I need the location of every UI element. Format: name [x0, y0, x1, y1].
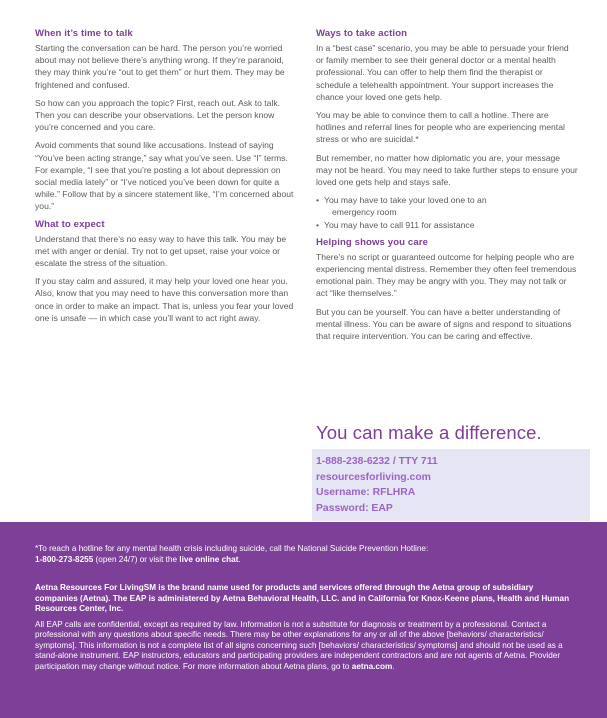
care-paragraph-2: But you can be yourself. You can have a better understanding of mental illness. You can be aware of signs and respond to situations that require intervention. You can be caring and effective.: [316, 306, 572, 342]
make-difference-tagline: You can make a difference.: [316, 422, 542, 443]
talk-section: [35, 28, 297, 213]
list-item: [316, 194, 578, 218]
aetna-link[interactable]: aetna.com: [351, 661, 393, 671]
left-column: [35, 28, 297, 330]
expect-heading: What to expect: [35, 218, 105, 230]
hotline-text: *To reach a hotline for any mental health crisis including suicide, call the National Suicide Prevention Hotline:: [35, 544, 429, 553]
talk-paragraph-1: Starting the conversation can be hard. The person you’re worried about may not believe there’s anything wrong. If they’re paranoid, they may think you’re “out to get them” or hurt them. They may be frightened and confused.: [35, 43, 285, 90]
footer: [0, 522, 607, 718]
list-item: [316, 219, 578, 231]
legal-period: .: [392, 661, 395, 671]
hotline-number[interactable]: 1-800-273-8255: [35, 554, 94, 564]
legal-body-paragraph: [35, 620, 572, 673]
expect-paragraph-2: If you stay calm and assured, it may help your loved one hear you. Also, know that you may need to have this conversation more than once in order to make an impact. That is, unless you fear your loved one is unsafe — in which case you’ll want to act right away.: [35, 276, 294, 323]
username: Username: RFLHRA: [316, 487, 416, 498]
bullet-1-line-2: emergency room: [332, 207, 397, 218]
action-section: [316, 28, 578, 231]
action-paragraph-1: In a “best case” scenario, you may be able to persuade your friend or family member to see their general doctor or a mental health professional. You can offer to help them find the therapist or schedule a telehealth appointment. Your support increases the chance your loved one gets help.: [316, 43, 569, 102]
hotline-hours: (open 24/7) or visit the: [93, 554, 180, 564]
legal-body: All EAP calls are confidential, except as required by law. Information is not a substitute for diagnosis or treatment by a professional. Contact a professional with any questions about specific needs. There may be other explanations for any or all of the above [behaviors/ characteristics/ symptoms]. This information is not a complete list of all signs concerning such [behaviors/ characteristics/ symptoms] and should not be used as a stand-alone instrument. EAP instructors, educators and participating providers are independent contractors and are not agents of Aetna. Provider participation may change without notice. For more information about Aetna plans, go to: [35, 619, 563, 671]
hotline-note: [35, 544, 572, 565]
website-link[interactable]: resourcesforliving.com: [316, 471, 431, 483]
talk-heading: When it’s time to talk: [35, 28, 133, 39]
care-paragraph-1: There’s no script or guaranteed outcome for helping people who are experiencing mental distress. Remember they often feel tremendous emotional pain. They may be angry with you. They may not talk or act “like themselves.”: [316, 251, 577, 299]
bullet-2: You may have to call 911 for assistance: [324, 219, 475, 230]
talk-paragraph-3: Avoid comments that sound like accusations. Instead of saying “You’ve been acting strange,” say what you’ve seen. Use “I” terms. For example, “I see that you’re posting a lot about depression on social media lately” or “I’ve noticed you’ve been down for quite a while.” Follow that by a sincere statement like, “I’m concerned about you.”: [35, 140, 294, 212]
bullet-1-line-1: You may have to take your loved one to an: [324, 195, 487, 206]
legal-heading: Aetna Resources For LivingSM is the brand name used for products and services offered through the Aetna group of subsidiary companies (Aetna). The EAP is administered by Aetna Behavioral Health, LLC. and in California for Knox-Keene plans, Health and Human Resources Center, Inc.: [35, 583, 570, 613]
password: Password: EAP: [316, 502, 393, 514]
contact-box: [312, 449, 590, 521]
expect-paragraph-1: Understand that there’s no easy way to have this talk. You may be met with anger or denial. Try not to get upset, raise your voice or escalate the stress of the situation.: [35, 233, 287, 269]
expect-section: [35, 219, 297, 324]
live-chat-link[interactable]: live online chat: [179, 554, 239, 564]
care-section: [316, 237, 578, 342]
action-list: [316, 194, 578, 231]
hotline-period: .: [238, 554, 241, 564]
talk-paragraph-2: So how can you approach the topic? First, reach out. Ask to talk. Then you can describe your observations. Let the person know you’re concerned and you care.: [35, 97, 281, 133]
action-paragraph-3: But remember, no matter how diplomatic you are, your message may not be heard. You may need to take further steps to ensure your loved one gets help and stays safe.: [316, 152, 578, 188]
right-column: [316, 28, 578, 348]
phone-number[interactable]: 1-888-238-6232 / TTY 711: [316, 456, 438, 467]
care-heading: Helping shows you care: [316, 236, 429, 248]
action-heading: Ways to take action: [316, 28, 408, 39]
action-paragraph-2: You may be able to convince them to call a hotline. There are hotlines and referral lines for people who are experiencing mental stress or who are suicidal.*: [316, 110, 565, 145]
